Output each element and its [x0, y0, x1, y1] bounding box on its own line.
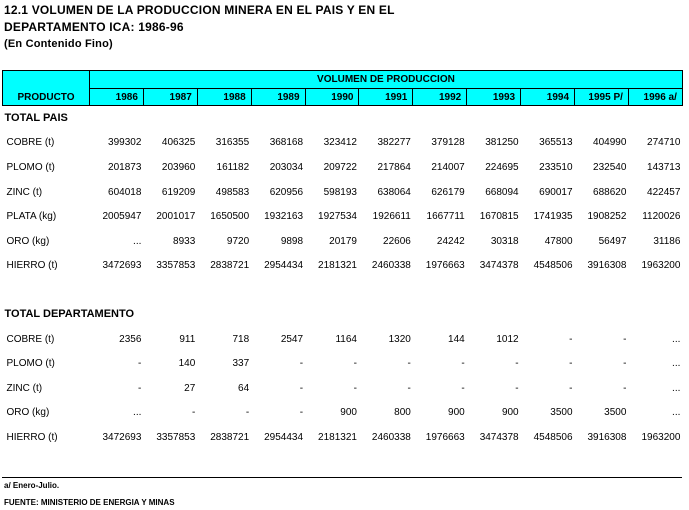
value-cell: -: [191, 407, 196, 419]
value-cell: 1741935: [533, 211, 573, 223]
value-cell: 3474378: [479, 431, 519, 443]
table-row: [3, 401, 683, 426]
value-cell: 209722: [323, 161, 357, 173]
value-cell: -: [461, 382, 465, 394]
table-row: [3, 131, 683, 156]
value-cell: 626179: [431, 186, 465, 198]
value-cell: 4548506: [533, 260, 573, 272]
value-cell: 404990: [593, 137, 627, 149]
value-cell: 274710: [647, 137, 681, 149]
value-cell: 2954434: [264, 260, 304, 272]
report-unit-note: (En Contenido Fino): [4, 38, 113, 50]
value-cell: 598193: [323, 186, 357, 198]
row-label: ZINC (t): [6, 382, 43, 394]
value-cell: 1963200: [641, 260, 681, 272]
header-volumen: VOLUMEN DE PRODUCCION: [90, 71, 683, 89]
value-cell: ...: [672, 382, 681, 394]
value-cell: 1963200: [641, 431, 681, 443]
value-cell: 1667711: [426, 211, 465, 223]
value-cell: 2001017: [156, 211, 196, 223]
value-cell: 64: [238, 382, 250, 394]
row-label: HIERRO (t): [6, 260, 58, 272]
value-cell: -: [569, 382, 573, 394]
value-cell: 56497: [598, 235, 627, 247]
value-cell: 24242: [436, 235, 465, 247]
value-cell: 2547: [280, 333, 304, 345]
value-cell: 668094: [485, 186, 519, 198]
value-cell: 3916308: [587, 431, 627, 443]
row-label: PLATA (kg): [6, 211, 57, 223]
value-cell: -: [138, 358, 142, 370]
value-cell: 2181321: [318, 431, 357, 443]
row-label: HIERRO (t): [6, 431, 58, 443]
source-note: FUENTE: MINISTERIO DE ENERGIA Y MINAS: [4, 498, 175, 507]
value-cell: 30318: [490, 235, 519, 247]
value-cell: 8933: [173, 235, 196, 247]
value-cell: 2460338: [371, 260, 411, 272]
value-cell: 911: [179, 333, 196, 345]
value-cell: 316355: [215, 137, 250, 149]
row-label: COBRE (t): [6, 333, 55, 345]
value-cell: -: [623, 382, 627, 394]
header-year: 1987: [143, 89, 197, 106]
value-cell: 203960: [161, 161, 196, 173]
value-cell: 1908252: [587, 211, 627, 223]
value-cell: -: [623, 333, 627, 345]
value-cell: -: [138, 382, 142, 394]
value-cell: 3472693: [102, 431, 142, 443]
section-title: TOTAL DEPARTAMENTO: [4, 308, 135, 321]
value-cell: 20179: [329, 235, 357, 247]
value-cell: 368168: [269, 137, 304, 149]
report-title: 12.1 VOLUMEN DE LA PRODUCCION MINERA EN EL PAIS Y EN EL: [4, 3, 395, 17]
value-cell: 900: [340, 407, 357, 419]
value-cell: -: [569, 358, 573, 370]
value-cell: 143713: [647, 161, 681, 173]
value-cell: -: [299, 358, 304, 370]
value-cell: -: [299, 407, 304, 419]
value-cell: ...: [133, 407, 142, 419]
value-cell: -: [461, 358, 465, 370]
table-body: [3, 106, 683, 450]
value-cell: 900: [448, 407, 465, 419]
value-cell: 233510: [539, 161, 573, 173]
value-cell: ...: [672, 407, 681, 419]
value-cell: 144: [448, 333, 465, 345]
value-cell: 2838721: [210, 431, 250, 443]
table-row: [3, 204, 683, 229]
header-years-row: [3, 89, 683, 106]
value-cell: 27: [184, 382, 196, 394]
value-cell: 217864: [377, 161, 411, 173]
value-cell: 3474378: [479, 260, 519, 272]
header-year: 1989: [251, 89, 305, 106]
value-cell: 406325: [161, 137, 196, 149]
value-cell: 3916308: [587, 260, 627, 272]
section-header-row: [3, 302, 683, 327]
header-producto: PRODUCTO: [3, 71, 90, 106]
value-cell: 604018: [108, 186, 142, 198]
value-cell: 2356: [119, 333, 142, 345]
value-cell: ...: [133, 235, 142, 247]
value-cell: 1670815: [479, 211, 519, 223]
value-cell: 638064: [377, 186, 411, 198]
value-cell: 337: [232, 358, 250, 370]
value-cell: 2181321: [318, 260, 357, 272]
value-cell: 1164: [335, 333, 357, 345]
value-cell: 381250: [485, 137, 519, 149]
value-cell: 1012: [496, 333, 519, 345]
value-cell: 47800: [544, 235, 573, 247]
value-cell: 203034: [269, 161, 304, 173]
value-cell: 382277: [377, 137, 411, 149]
header-year: 1996 a/: [628, 89, 682, 106]
value-cell: 323412: [323, 137, 357, 149]
value-cell: 4548506: [533, 431, 573, 443]
value-cell: 498583: [215, 186, 250, 198]
value-cell: -: [515, 382, 519, 394]
row-label: COBRE (t): [6, 137, 55, 149]
header-year: 1994: [521, 89, 575, 106]
value-cell: 9898: [280, 235, 304, 247]
value-cell: -: [515, 358, 519, 370]
value-cell: 3500: [550, 407, 573, 419]
header-year: 1993: [467, 89, 521, 106]
value-cell: 1976663: [425, 431, 465, 443]
value-cell: 2838721: [210, 260, 250, 272]
value-cell: 399302: [108, 137, 142, 149]
value-cell: -: [299, 382, 304, 394]
section-spacer: [3, 278, 683, 302]
table-row: [3, 254, 683, 279]
header-year: 1990: [305, 89, 359, 106]
value-cell: -: [407, 382, 411, 394]
header-year: 1992: [413, 89, 467, 106]
value-cell: 214007: [431, 161, 465, 173]
header-year: 1988: [197, 89, 251, 106]
footnote: a/ Enero-Julio.: [4, 481, 60, 490]
section-title: TOTAL PAIS: [4, 112, 68, 125]
value-cell: 365513: [539, 137, 573, 149]
table-row: [3, 351, 683, 376]
row-label: ORO (kg): [6, 235, 50, 247]
header-year: 1991: [359, 89, 413, 106]
value-cell: 379128: [431, 137, 465, 149]
value-cell: 224695: [485, 161, 519, 173]
table-row: [3, 327, 683, 352]
row-label: ORO (kg): [6, 407, 50, 419]
value-cell: 1976663: [425, 260, 465, 272]
value-cell: -: [353, 358, 357, 370]
value-cell: 900: [501, 407, 519, 419]
value-cell: -: [407, 358, 411, 370]
row-label: PLOMO (t): [6, 161, 55, 173]
value-cell: 161182: [216, 161, 250, 173]
value-cell: 1320: [388, 333, 411, 345]
value-cell: 232540: [593, 161, 627, 173]
value-cell: 3357853: [156, 431, 196, 443]
value-cell: 1120026: [642, 211, 681, 223]
production-table: [2, 70, 683, 450]
report-subtitle: DEPARTAMENTO ICA: 1986-96: [4, 20, 184, 34]
value-cell: 31186: [653, 235, 681, 247]
table-row: [3, 425, 683, 450]
value-cell: 9720: [226, 235, 250, 247]
value-cell: -: [245, 407, 250, 419]
value-cell: 422457: [647, 186, 681, 198]
value-cell: ...: [672, 333, 681, 345]
table-row: [3, 376, 683, 401]
row-label: PLOMO (t): [6, 358, 55, 370]
value-cell: 3500: [604, 407, 627, 419]
value-cell: 3357853: [156, 260, 196, 272]
value-cell: -: [569, 333, 573, 345]
value-cell: 201873: [108, 161, 142, 173]
value-cell: 22606: [383, 235, 411, 247]
section-header-row: [3, 106, 683, 131]
value-cell: 2954434: [264, 431, 304, 443]
value-cell: 2005947: [102, 211, 142, 223]
value-cell: 619209: [161, 186, 196, 198]
value-cell: 3472693: [102, 260, 142, 272]
table-row: [3, 155, 683, 180]
header-year: 1986: [90, 89, 144, 106]
value-cell: 1927534: [318, 211, 357, 223]
value-cell: 688620: [593, 186, 627, 198]
header-year: 1995 P/: [575, 89, 629, 106]
table-row: [3, 180, 683, 205]
value-cell: 1926611: [372, 211, 411, 223]
value-cell: 1932163: [264, 211, 304, 223]
value-cell: 1650500: [210, 211, 250, 223]
value-cell: 620956: [269, 186, 304, 198]
table-row: [3, 229, 683, 254]
value-cell: -: [623, 358, 627, 370]
value-cell: 2460338: [371, 431, 411, 443]
value-cell: 690017: [539, 186, 573, 198]
value-cell: ...: [672, 358, 681, 370]
value-cell: -: [353, 382, 357, 394]
value-cell: 140: [178, 358, 196, 370]
value-cell: 800: [394, 407, 411, 419]
footer-divider: [2, 477, 682, 478]
value-cell: 718: [232, 333, 250, 345]
row-label: ZINC (t): [6, 186, 43, 198]
